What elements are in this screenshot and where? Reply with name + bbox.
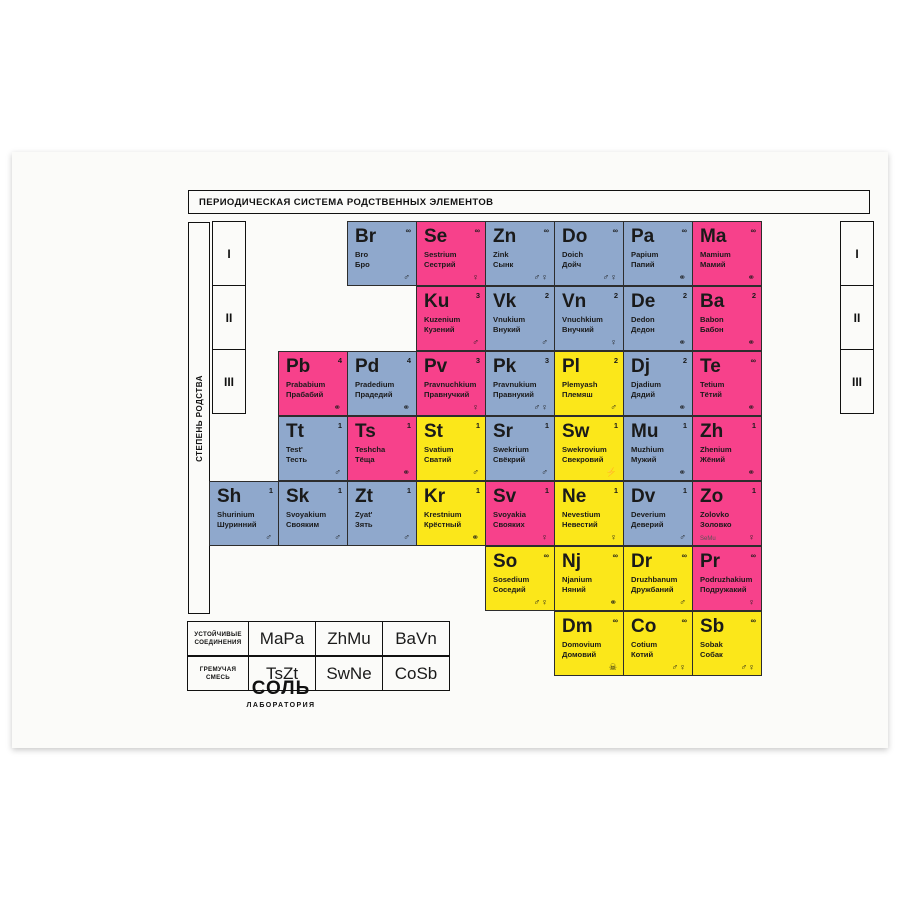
- gender-symbol-icon: ♂: [403, 532, 411, 542]
- element-cell[interactable]: [416, 481, 486, 546]
- element-symbol: Zh: [700, 421, 724, 442]
- element-cell[interactable]: [485, 351, 555, 416]
- gender-symbol-icon: ♂: [610, 402, 618, 412]
- element-row: [210, 417, 762, 482]
- element-symbol: Te: [700, 356, 721, 377]
- element-name-cyrillic: Котий: [631, 650, 654, 659]
- element-name-cyrillic: Сынк: [493, 260, 514, 269]
- element-name-cyrillic: Свояких: [493, 520, 525, 529]
- element-number: 1: [268, 486, 273, 495]
- element-cell[interactable]: [416, 351, 486, 416]
- element-name-latin: Zink: [493, 250, 509, 259]
- element-name-latin: Swekrovium: [562, 445, 607, 454]
- element-cell[interactable]: [416, 416, 486, 481]
- gender-symbol-icon: ♂: [265, 532, 273, 542]
- element-name-cyrillic: Соседий: [493, 585, 526, 594]
- element-symbol: Vk: [493, 291, 517, 312]
- element-name-cyrillic: Сестрий: [424, 260, 456, 269]
- compound-label-line2: СМЕСЬ: [205, 673, 231, 681]
- element-name-latin: Zolovko: [700, 510, 730, 519]
- compound-label-line1: ГРЕМУЧАЯ: [199, 665, 237, 673]
- element-name-latin: Sobak: [700, 640, 723, 649]
- element-name-cyrillic: Няний: [562, 585, 586, 594]
- brand-logo: [226, 678, 336, 709]
- gender-symbol-icon: ♂: [541, 337, 549, 347]
- element-symbol: Sr: [493, 421, 514, 442]
- gender-symbol-icon: ⚭: [747, 272, 756, 282]
- roman-left-2: II: [212, 285, 246, 350]
- element-number: ∞: [750, 616, 756, 625]
- element-number: ∞: [750, 551, 756, 560]
- empty-cell: [278, 286, 348, 351]
- element-cell[interactable]: [692, 221, 762, 286]
- element-symbol: Ku: [424, 291, 450, 312]
- element-name-latin: Muzhium: [631, 445, 664, 454]
- element-cell[interactable]: [692, 611, 762, 676]
- element-name-latin: Pravnuchkium: [424, 380, 477, 389]
- element-symbol: Br: [355, 226, 377, 247]
- element-name-latin: Svoyakia: [493, 510, 526, 519]
- poster-title-bar: [188, 190, 870, 214]
- gender-symbol-icon: ♂♀: [533, 402, 549, 412]
- element-name-latin: Babon: [700, 315, 724, 324]
- gender-symbol-icon: ♂♀: [533, 272, 549, 282]
- element-number: ∞: [543, 551, 549, 560]
- gender-symbol-icon: ♀: [610, 337, 618, 347]
- element-name-cyrillic: Сватий: [424, 455, 452, 464]
- gender-symbol-icon: ⚭: [678, 402, 687, 412]
- element-name-cyrillic: Дедон: [631, 325, 655, 334]
- element-name-cyrillic: Невестий: [562, 520, 598, 529]
- element-name-latin: Kuzenium: [424, 315, 461, 324]
- element-symbol: Pl: [562, 356, 580, 377]
- element-cell[interactable]: [623, 351, 693, 416]
- element-symbol: Ts: [355, 421, 376, 442]
- element-cell[interactable]: [554, 221, 624, 286]
- gender-symbol-icon: ⚭: [747, 402, 756, 412]
- element-cell[interactable]: [692, 416, 762, 481]
- element-cell[interactable]: [554, 611, 624, 676]
- element-name-latin: Sosedium: [493, 575, 530, 584]
- element-number: 1: [544, 421, 549, 430]
- element-cell[interactable]: [278, 416, 348, 481]
- element-row: [210, 287, 762, 352]
- element-number: 1: [475, 486, 480, 495]
- gender-symbol-icon: ⚭: [333, 402, 342, 412]
- element-symbol: Zt: [355, 486, 373, 507]
- element-name-latin: Doich: [562, 250, 584, 259]
- element-cell[interactable]: [623, 481, 693, 546]
- compound-row: [188, 622, 488, 657]
- element-name-latin: Njanium: [562, 575, 592, 584]
- element-cell[interactable]: [623, 286, 693, 351]
- roman-right-2: II: [840, 285, 874, 350]
- gender-symbol-icon: ♂: [679, 597, 687, 607]
- element-name-cyrillic: Прадедий: [355, 390, 393, 399]
- poster: [12, 152, 888, 748]
- element-number: 2: [751, 291, 756, 300]
- gender-symbol-icon: ⚭: [678, 272, 687, 282]
- element-cell[interactable]: [416, 221, 486, 286]
- element-name-latin: Nevestium: [562, 510, 601, 519]
- element-name-cyrillic: Дойч: [562, 260, 582, 269]
- element-number: ∞: [750, 356, 756, 365]
- element-cell[interactable]: [347, 416, 417, 481]
- element-number: 2: [544, 291, 549, 300]
- compound-cell[interactable]: ZhMu: [315, 621, 383, 656]
- compound-label-line2: СОЕДИНЕНИЯ: [194, 638, 242, 646]
- element-name-cyrillic: Тётий: [700, 390, 722, 399]
- element-number: ∞: [750, 226, 756, 235]
- element-cell[interactable]: [692, 546, 762, 611]
- element-number: 1: [682, 421, 687, 430]
- gender-symbol-icon: ♀: [748, 597, 756, 607]
- element-name-cyrillic: Шуринний: [217, 520, 257, 529]
- element-name-cyrillic: Мамий: [700, 260, 726, 269]
- compound-label-line1: УСТОЙЧИВЫЕ: [194, 630, 242, 638]
- element-symbol: Pa: [631, 226, 655, 247]
- element-cell[interactable]: [623, 546, 693, 611]
- element-cell[interactable]: [347, 221, 417, 286]
- gender-symbol-icon: ♂♀: [740, 662, 756, 672]
- gender-symbol-icon: ♂♀: [602, 272, 618, 282]
- element-number: ∞: [405, 226, 411, 235]
- element-number: 3: [475, 291, 480, 300]
- element-symbol: Vn: [562, 291, 587, 312]
- element-name-cyrillic: Внукий: [493, 325, 521, 334]
- element-symbol: Pb: [286, 356, 311, 377]
- empty-cell: [416, 546, 486, 611]
- element-name-cyrillic: Тесть: [286, 455, 307, 464]
- element-number: 1: [613, 486, 618, 495]
- element-symbol: Sb: [700, 616, 725, 637]
- element-symbol: Ba: [700, 291, 725, 312]
- element-name-latin: Zhenium: [700, 445, 732, 454]
- element-cell[interactable]: [692, 351, 762, 416]
- element-cell[interactable]: [692, 481, 762, 546]
- element-name-latin: Prababium: [286, 380, 326, 389]
- roman-left-3: III: [212, 349, 246, 414]
- element-name-latin: Pravnukium: [493, 380, 537, 389]
- element-symbol: Do: [562, 226, 588, 247]
- element-number: 1: [406, 421, 411, 430]
- roman-right-3: III: [840, 349, 874, 414]
- element-cell[interactable]: [485, 416, 555, 481]
- element-name-cyrillic: Свекровий: [562, 455, 604, 464]
- element-name-latin: Pradedium: [355, 380, 395, 389]
- element-symbol: Pr: [700, 551, 721, 572]
- gender-symbol-icon: ⚭: [747, 467, 756, 477]
- element-number: ∞: [612, 226, 618, 235]
- compound-cell[interactable]: SwNe: [315, 656, 383, 691]
- gender-symbol-icon: ♂: [541, 467, 549, 477]
- element-symbol: Tt: [286, 421, 304, 442]
- element-number: 1: [475, 421, 480, 430]
- gender-symbol-icon: ♂: [334, 467, 342, 477]
- gender-symbol-icon: ⚡: [605, 467, 618, 477]
- gender-symbol-icon: ⚭: [471, 532, 480, 542]
- element-name-cyrillic: Прабабий: [286, 390, 324, 399]
- element-number: 2: [682, 291, 687, 300]
- element-name-latin: Swekrium: [493, 445, 529, 454]
- gender-symbol-icon: ♀: [472, 272, 480, 282]
- element-name-cyrillic: Бро: [355, 260, 370, 269]
- element-name-cyrillic: Свёкрий: [493, 455, 526, 464]
- empty-cell: [278, 546, 348, 611]
- empty-cell: [209, 286, 279, 351]
- element-cell[interactable]: [209, 481, 279, 546]
- element-cell[interactable]: [692, 286, 762, 351]
- element-row: [210, 547, 762, 612]
- element-number: ∞: [612, 616, 618, 625]
- element-name-latin: Vnukium: [493, 315, 526, 324]
- element-cell[interactable]: [485, 286, 555, 351]
- element-name-cyrillic: Тёща: [355, 455, 375, 464]
- degree-of-kinship-text: СТЕПЕНЬ РОДСТВА: [194, 374, 204, 462]
- element-number: 1: [406, 486, 411, 495]
- gender-symbol-icon: ♂♀: [671, 662, 687, 672]
- element-symbol: Dr: [631, 551, 653, 572]
- compound-cell[interactable]: BaVn: [382, 621, 450, 656]
- gender-symbol-icon: ☠: [608, 662, 618, 672]
- element-row: [210, 352, 762, 417]
- element-symbol: Dm: [562, 616, 593, 637]
- element-name-latin: Zyat': [355, 510, 373, 519]
- element-name-cyrillic: Племяш: [562, 390, 593, 399]
- element-name-latin: Svatium: [424, 445, 454, 454]
- element-name-cyrillic: Домовий: [562, 650, 597, 659]
- element-number: 1: [544, 486, 549, 495]
- element-name-latin: Teshcha: [355, 445, 386, 454]
- gender-symbol-icon: ⚭: [678, 337, 687, 347]
- element-cell[interactable]: [278, 351, 348, 416]
- element-name-cyrillic: Правнучкий: [424, 390, 470, 399]
- gender-symbol-icon: ⚭: [678, 467, 687, 477]
- element-number: 1: [337, 486, 342, 495]
- element-number: ∞: [681, 616, 687, 625]
- element-name-cyrillic: Крёстный: [424, 520, 462, 529]
- element-name-latin: Test': [286, 445, 303, 454]
- gender-symbol-icon: ♂♀: [533, 597, 549, 607]
- element-name-cyrillic: Деверий: [631, 520, 664, 529]
- element-cell[interactable]: [554, 481, 624, 546]
- empty-cell: [485, 611, 555, 676]
- element-number: 3: [475, 356, 480, 365]
- element-name-cyrillic: Папий: [631, 260, 655, 269]
- element-symbol: Sv: [493, 486, 517, 507]
- element-symbol: Pv: [424, 356, 448, 377]
- compound-row-label: [187, 621, 249, 656]
- element-number: 2: [613, 356, 618, 365]
- element-number: 1: [682, 486, 687, 495]
- page-title: ПЕРИОДИЧЕСКАЯ СИСТЕМА РОДСТВЕННЫХ ЭЛЕМЕНТОВ: [199, 196, 494, 208]
- element-symbol: Pd: [355, 356, 380, 377]
- element-name-cyrillic: Внучкий: [562, 325, 594, 334]
- element-name-latin: Vnuchkium: [562, 315, 603, 324]
- element-symbol: Nj: [562, 551, 581, 572]
- roman-numerals-right: [840, 222, 874, 414]
- gender-symbol-icon: ♂: [472, 337, 480, 347]
- element-symbol: Zn: [493, 226, 517, 247]
- element-name-cyrillic: Жёний: [700, 455, 726, 464]
- element-number: 4: [337, 356, 342, 365]
- element-name-cyrillic: Бабон: [700, 325, 724, 334]
- compound-cell[interactable]: MaPa: [248, 621, 316, 656]
- element-cell[interactable]: [485, 546, 555, 611]
- element-number: 4: [406, 356, 411, 365]
- element-name-latin: Djadium: [631, 380, 661, 389]
- element-number: 1: [751, 421, 756, 430]
- element-symbol: Pk: [493, 356, 517, 377]
- brand-sublabel: ЛАБОРАТОРИЯ: [246, 702, 316, 709]
- element-symbol: Sh: [217, 486, 242, 507]
- element-symbol: Sw: [562, 421, 590, 442]
- element-name-latin: Tetium: [700, 380, 725, 389]
- element-name-latin: Sestrium: [424, 250, 457, 259]
- element-name-cyrillic: Кузений: [424, 325, 455, 334]
- element-name-latin: Podruzhakium: [700, 575, 753, 584]
- element-symbol: Kr: [424, 486, 446, 507]
- element-number: ∞: [474, 226, 480, 235]
- element-name-latin: Druzhbanum: [631, 575, 678, 584]
- element-symbol: De: [631, 291, 656, 312]
- element-name-latin: Papium: [631, 250, 659, 259]
- gender-symbol-icon: ♀: [748, 532, 756, 542]
- gender-symbol-icon: ♂: [472, 467, 480, 477]
- gender-symbol-icon: ⚭: [402, 402, 411, 412]
- gender-symbol-icon: ⚭: [747, 337, 756, 347]
- element-name-cyrillic: Дружбаний: [631, 585, 674, 594]
- element-symbol: Ma: [700, 226, 727, 247]
- gender-symbol-icon: ♂: [679, 532, 687, 542]
- element-symbol: Se: [424, 226, 448, 247]
- compound-cell[interactable]: CoSb: [382, 656, 450, 691]
- element-cell[interactable]: [347, 481, 417, 546]
- element-symbol: Zo: [700, 486, 724, 507]
- element-cell[interactable]: [554, 416, 624, 481]
- element-number: ∞: [612, 551, 618, 560]
- element-row: [210, 482, 762, 547]
- element-cell[interactable]: [554, 546, 624, 611]
- element-symbol: Co: [631, 616, 657, 637]
- gender-symbol-icon: ⚭: [402, 467, 411, 477]
- element-name-latin: Krestnium: [424, 510, 462, 519]
- element-name-latin: Domovium: [562, 640, 602, 649]
- element-name-cyrillic: Подружакий: [700, 585, 747, 594]
- element-name-latin: Bro: [355, 250, 369, 259]
- empty-cell: [209, 416, 279, 481]
- empty-cell: [347, 546, 417, 611]
- element-name-cyrillic: Золовко: [700, 520, 732, 529]
- element-symbol: Sk: [286, 486, 310, 507]
- gender-symbol-icon: ♀: [541, 532, 549, 542]
- gender-symbol-icon: ♀: [472, 402, 480, 412]
- element-number: ∞: [681, 226, 687, 235]
- element-name-latin: Shurinium: [217, 510, 255, 519]
- empty-cell: [209, 546, 279, 611]
- element-number: 1: [751, 486, 756, 495]
- roman-left-1: I: [212, 221, 246, 286]
- element-name-latin: Deverium: [631, 510, 666, 519]
- empty-cell: [209, 351, 279, 416]
- element-cell[interactable]: [485, 481, 555, 546]
- element-number: 1: [337, 421, 342, 430]
- element-name-cyrillic: Мужий: [631, 455, 657, 464]
- element-name-latin: Svoyakium: [286, 510, 327, 519]
- element-number: 2: [682, 356, 687, 365]
- element-cell[interactable]: [623, 221, 693, 286]
- element-number: 3: [544, 356, 549, 365]
- element-name-latin: Cotium: [631, 640, 658, 649]
- empty-cell: [347, 286, 417, 351]
- element-symbol: Dj: [631, 356, 650, 377]
- element-number: ∞: [543, 226, 549, 235]
- element-number: 2: [613, 291, 618, 300]
- element-symbol: Ne: [562, 486, 587, 507]
- degree-of-kinship-label: [188, 222, 210, 614]
- roman-right-1: I: [840, 221, 874, 286]
- element-cell[interactable]: [623, 416, 693, 481]
- element-symbol: So: [493, 551, 518, 572]
- element-symbol: Dv: [631, 486, 656, 507]
- element-cell[interactable]: [278, 481, 348, 546]
- empty-cell: [278, 221, 348, 286]
- gender-symbol-icon: ♂: [403, 272, 411, 282]
- periodic-table: [180, 190, 870, 710]
- element-name-latin: Plemyash: [562, 380, 598, 389]
- element-name-latin: Dedon: [631, 315, 655, 324]
- element-cell[interactable]: [485, 221, 555, 286]
- element-name-cyrillic: Собак: [700, 650, 723, 659]
- brand-word: СОЛЬ: [251, 678, 311, 699]
- element-cell[interactable]: [416, 286, 486, 351]
- element-name-cyrillic: Зять: [355, 520, 373, 529]
- element-name-latin: Mamium: [700, 250, 731, 259]
- element-number: 1: [613, 421, 618, 430]
- element-symbol: Mu: [631, 421, 659, 442]
- element-number: ∞: [681, 551, 687, 560]
- element-name-cyrillic: Свояким: [286, 520, 320, 529]
- element-name-cyrillic: Дядий: [631, 390, 655, 399]
- gender-symbol-icon: ⚭: [609, 597, 618, 607]
- compound-cell[interactable]: TsZt: [248, 656, 316, 691]
- element-name-cyrillic: Правнукий: [493, 390, 534, 399]
- element-cell[interactable]: [347, 351, 417, 416]
- element-cell[interactable]: [623, 611, 693, 676]
- element-grid: [210, 222, 762, 677]
- element-symbol: St: [424, 421, 443, 442]
- element-cell[interactable]: [554, 286, 624, 351]
- empty-cell: [209, 221, 279, 286]
- element-row: [210, 222, 762, 287]
- element-cell[interactable]: [554, 351, 624, 416]
- element-subnote: SeMu: [700, 536, 716, 542]
- gender-symbol-icon: ♂: [334, 532, 342, 542]
- gender-symbol-icon: ♀: [610, 532, 618, 542]
